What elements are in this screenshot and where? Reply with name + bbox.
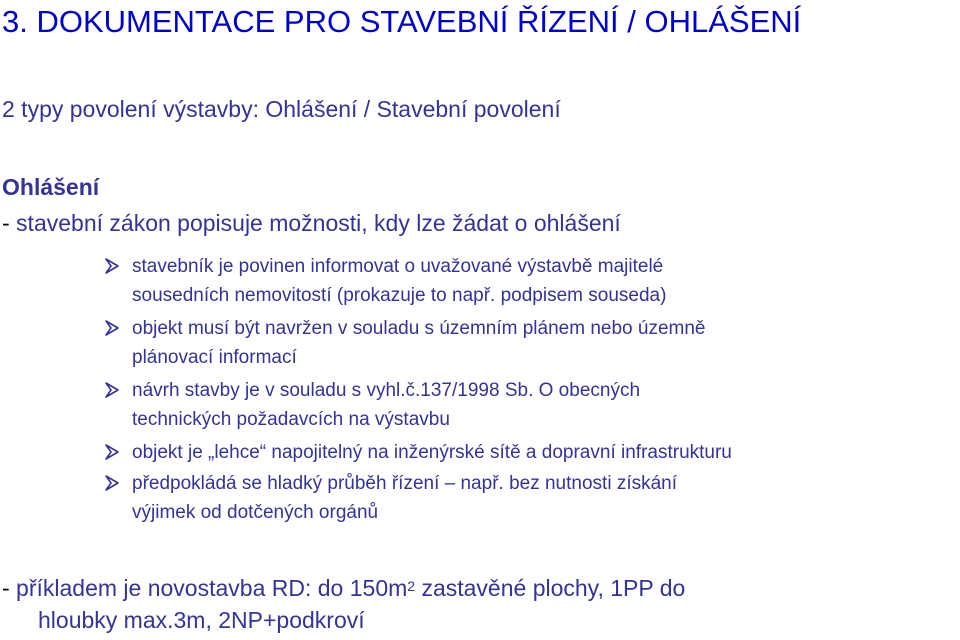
bullet-list [104, 252, 960, 527]
law-line [2, 206, 621, 240]
law-line-text: stavební zákon popisuje možnosti, kdy lze žádat o ohlášení [9, 210, 621, 236]
footer-line: hloubky max.3m, 2NP+podkroví [38, 607, 365, 633]
list-item-line: sousedních nemovitostí (prokazuje to např. podpisem souseda) [132, 285, 667, 306]
list-item-line: předpokládá se hladký průběh řízení – např. bez nutnosti získání [132, 473, 678, 494]
arrowhead-bullet-icon [104, 443, 120, 461]
list-item [104, 376, 960, 434]
list-item [104, 469, 960, 527]
superscript: 2 [407, 578, 416, 594]
list-item-line: objekt musí být navržen v souladu s územním plánem nebo územně [132, 318, 706, 339]
list-item-line: objekt je „lehce“ napojitelný na inženýrské sítě a dopravní infrastrukturu [132, 442, 732, 463]
intro-text: 2 typy povolení výstavby: Ohlášení / Stavební povolení [2, 96, 561, 122]
dash-marker: - [2, 575, 10, 601]
slide-title: 3. DOKUMENTACE PRO STAVEBNÍ ŘÍZENÍ / OHLÁŠENÍ [2, 4, 802, 39]
list-item-line: výjimek od dotčených orgánů [132, 502, 379, 523]
list-item-line: technických požadavcích na výstavbu [132, 409, 450, 430]
list-item-line: návrh stavby je v souladu s vyhl.č.137/1998 Sb. O obecných [132, 380, 641, 401]
section-heading: Ohlášení [2, 174, 100, 200]
arrowhead-bullet-icon [104, 257, 120, 275]
dash-marker: - [2, 210, 10, 236]
footer-text: zastavěné plochy, 1PP do [415, 575, 686, 601]
list-item [104, 438, 960, 467]
arrowhead-bullet-icon [104, 474, 120, 492]
arrowhead-bullet-icon [104, 381, 120, 399]
list-item [104, 314, 960, 372]
list-item [104, 252, 960, 310]
list-item-line: stavebník je povinen informovat o uvažované výstavbě majitelé [132, 256, 664, 277]
footer-text: příkladem je novostavba RD: do 150m [9, 575, 408, 601]
footer-example [2, 572, 952, 636]
arrowhead-bullet-icon [104, 319, 120, 337]
footer-line [2, 572, 952, 604]
list-item-line: plánovací informací [132, 347, 297, 368]
